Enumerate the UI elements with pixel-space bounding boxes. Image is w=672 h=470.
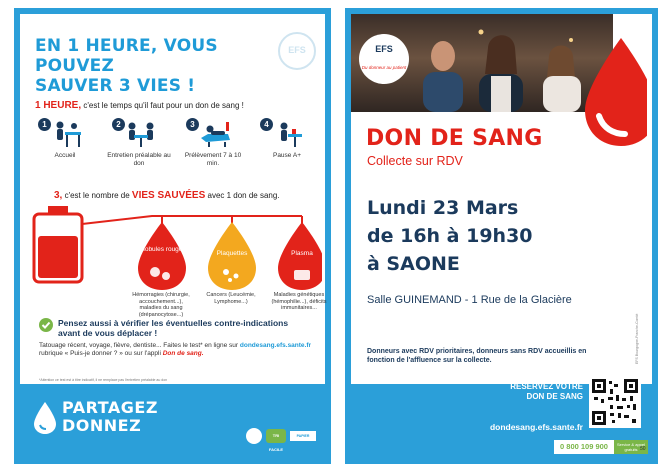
checkmark-icon bbox=[39, 318, 53, 332]
event-address: Salle GUINEMAND - 1 Rue de la Glacière bbox=[367, 294, 572, 306]
drop-label-plasma: Plasma bbox=[291, 250, 313, 257]
step-label: Prélèvement 7 à 10 min. bbox=[184, 152, 242, 167]
headline-line-2: SAUVER 3 VIES ! bbox=[35, 76, 196, 96]
donation-steps bbox=[30, 118, 320, 182]
recycle-icon bbox=[246, 428, 262, 444]
snack-break-icon bbox=[272, 120, 306, 148]
efs-logo-text: EFS bbox=[375, 44, 393, 54]
step-number: 1 bbox=[38, 118, 51, 131]
partagez-text bbox=[62, 399, 158, 435]
step-3 bbox=[178, 118, 248, 182]
event-date: Lundi 23 Mars bbox=[367, 197, 519, 219]
event-town: à SAONE bbox=[367, 253, 460, 275]
one-hour-line bbox=[35, 100, 244, 111]
drop-caption: Maladies génétiques (hémophilie...), déficits immunitaires... bbox=[271, 292, 327, 311]
reserve-cta bbox=[483, 382, 583, 402]
big-blood-drop-icon bbox=[581, 38, 647, 148]
one-hour-text: c'est le temps qu'il faut pour un don de sang ! bbox=[81, 101, 244, 110]
donors-note: Donneurs avec RDV prioritaires, donneurs sans RDV accueillis en fonction de l'affluence sur la collecte. bbox=[367, 348, 587, 364]
step-label: Entretien préalable au don bbox=[107, 152, 171, 167]
step-2 bbox=[104, 118, 174, 182]
step-label: Pause A+ bbox=[272, 152, 301, 159]
donation-chair-icon bbox=[198, 120, 232, 148]
interview-icon bbox=[124, 120, 158, 148]
partagez-donnez-logo bbox=[32, 395, 182, 445]
lives-strong: VIES SAUVÉES bbox=[131, 190, 206, 201]
drop-label-red-cells: Globules rouges bbox=[138, 246, 186, 253]
legal-vertical-text: EFS Bourgogne-Franche-Comté bbox=[635, 313, 639, 364]
step-number: 2 bbox=[112, 118, 125, 131]
contraindications-title: Pensez aussi à vérifier les éventuelles contre-indications avant de vous déplacer ! bbox=[58, 318, 289, 338]
blood-drop-icon bbox=[32, 401, 58, 435]
step-number: 3 bbox=[186, 118, 199, 131]
page-number: 50 bbox=[640, 446, 646, 452]
paper-badge: PAPIER bbox=[290, 431, 316, 441]
drop-caption: Cancers (Leucémie, Lymphome...) bbox=[206, 292, 256, 305]
step-4 bbox=[252, 118, 322, 182]
body-text-1: Tatouage récent, voyage, fièvre, dentiste... Faites le test* en ligne sur bbox=[39, 342, 240, 349]
step-1 bbox=[30, 118, 100, 182]
step-label: Accueil bbox=[54, 152, 76, 159]
footnote: *Attention ce test est à titre indicatif, il ne remplace pas l'entretien préalable au don bbox=[39, 378, 168, 382]
one-hour-strong: 1 HEURE, bbox=[35, 100, 82, 111]
qr-code-icon bbox=[592, 379, 638, 425]
booking-url-link[interactable]: dondesang.efs.sante.fr bbox=[489, 422, 583, 432]
efs-site-link[interactable]: dondesang.efs.sante.fr bbox=[239, 342, 312, 349]
lives-saved-line bbox=[54, 190, 280, 201]
recycling-logo bbox=[246, 428, 318, 452]
collecte-subtitle: Collecte sur RDV bbox=[367, 154, 463, 168]
drop-caption: Hémorragies (chirurgie, accouchement...), maladies du sang (drépanocytose...) bbox=[132, 292, 190, 318]
donors-photo bbox=[351, 14, 613, 112]
right-leaflet-page bbox=[345, 8, 658, 464]
donnez-word: DONNEZ bbox=[62, 416, 142, 435]
blood-components bbox=[32, 206, 327, 318]
lives-text-post: avec 1 don de sang. bbox=[205, 191, 280, 200]
step-number: 4 bbox=[260, 118, 273, 131]
lives-number: 3, bbox=[54, 190, 63, 201]
left-leaflet-page bbox=[14, 8, 331, 464]
phone-number[interactable]: 0 800 109 900 bbox=[554, 440, 614, 454]
event-time: de 16h à 19h30 bbox=[367, 225, 533, 247]
reserve-line-1: RÉSERVEZ VOTRE bbox=[510, 382, 583, 391]
reception-icon bbox=[50, 120, 84, 148]
efs-tagline: Du donneur au patient bbox=[361, 65, 407, 70]
badge-text: EFS bbox=[288, 45, 306, 55]
partagez-word: PARTAGEZ bbox=[62, 398, 158, 417]
page-title: DON DE SANG bbox=[366, 126, 543, 151]
left-content-card bbox=[20, 14, 325, 384]
phone-badge bbox=[554, 440, 648, 454]
tri-facile-badge: TRI FACILE bbox=[266, 429, 286, 443]
main-headline bbox=[35, 36, 275, 96]
efs-watermark-badge bbox=[278, 32, 316, 70]
qr-code[interactable] bbox=[589, 376, 641, 428]
contraindications-body bbox=[39, 342, 314, 358]
reserve-line-2: DON DE SANG bbox=[526, 392, 583, 401]
app-name: Don de sang. bbox=[162, 350, 204, 357]
efs-logo bbox=[359, 34, 409, 84]
headline-line-1: EN 1 HEURE, VOUS POUVEZ bbox=[35, 36, 218, 76]
free-call-tag: Service & appel gratuits bbox=[614, 440, 648, 454]
lives-text-pre: c'est le nombre de bbox=[62, 191, 132, 200]
drop-label-platelets: Plaquettes bbox=[216, 250, 248, 257]
body-text-2: rubrique « Puis-je donner ? » ou sur l'appli bbox=[39, 350, 163, 357]
